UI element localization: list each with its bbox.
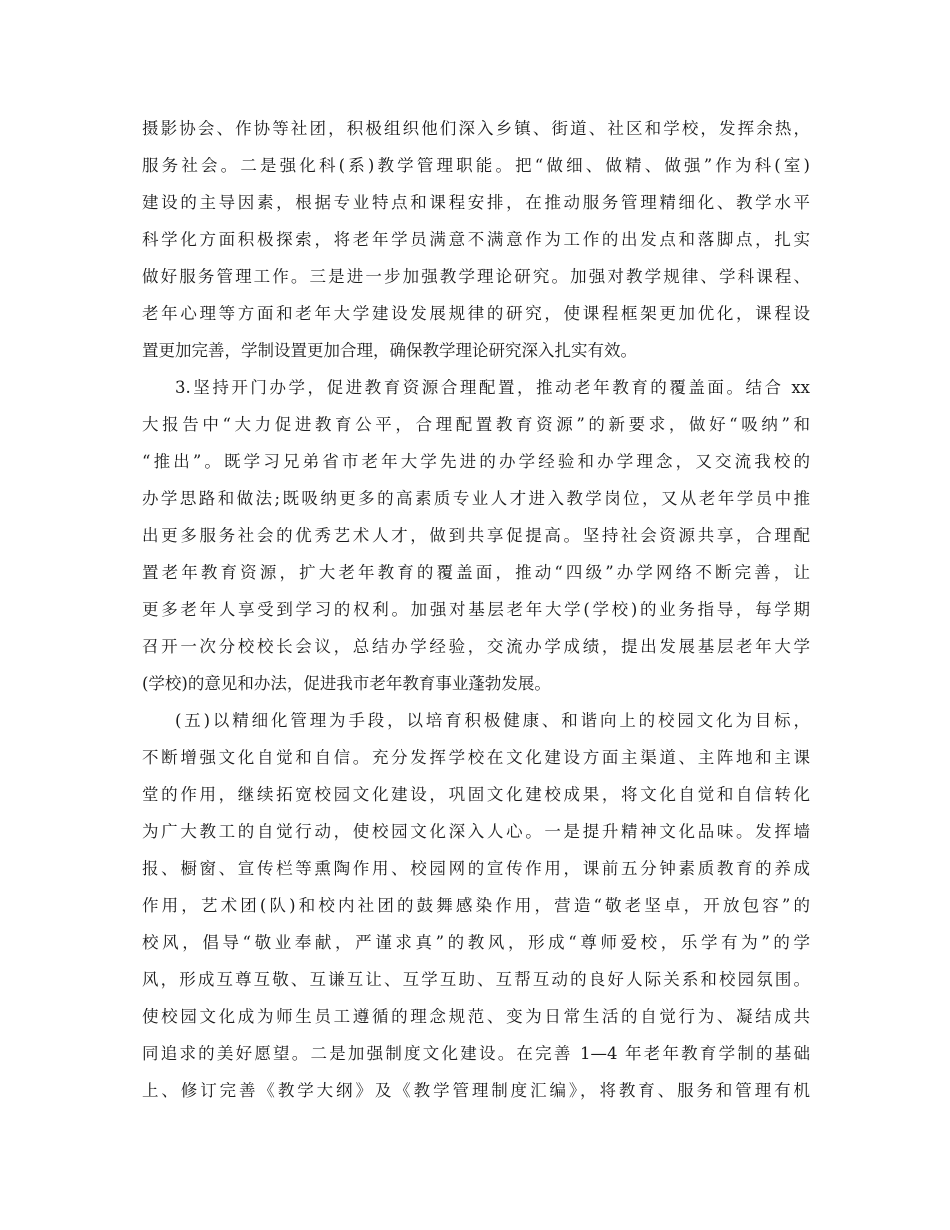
text-line: 更多老年人享受到学习的权利。加强对基层老年大学(学校)的业务指导，每学期 xyxy=(142,600,810,619)
text-line: 置老年教育资源，扩大老年教育的覆盖面，推动“四级”办学网络不断完善，让 xyxy=(142,563,810,582)
text-line: 不断增强文化自觉和自信。充分发挥学校在文化建设方面主渠道、主阵地和主课 xyxy=(142,748,810,767)
document-page xyxy=(142,110,810,1109)
text-line: 报、橱窗、宣传栏等熏陶作用、校园网的宣传作用，课前五分钟素质教育的养成 xyxy=(142,859,810,878)
text-line: 置更加完善，学制设置更加合理，确保教学理论研究深入扎实有效。 xyxy=(142,341,637,360)
text-line: 大报告中“大力促进教育公平，合理配置教育资源”的新要求，做好“吸纳”和 xyxy=(142,415,810,434)
text-line: 同追求的美好愿望。二是加强制度文化建设。在完善 1—4 年老年教育学制的基础 xyxy=(142,1044,810,1063)
text-line: 服务社会。二是强化科(系)教学管理职能。把“做细、做精、做强”作为科(室) xyxy=(142,156,810,175)
text-line: 召开一次分校校长会议，总结办学经验，交流办学成绩，提出发展基层老年大学 xyxy=(142,637,810,656)
text-line: 作用，艺术团(队)和校内社团的鼓舞感染作用，营造“敬老坚卓，开放包容”的 xyxy=(142,896,810,915)
text-line: 校风，倡导“敬业奉献，严谨求真”的教风，形成“尊师爱校，乐学有为”的学 xyxy=(142,933,810,952)
text-line: 做好服务管理工作。三是进一步加强教学理论研究。加强对教学规律、学科课程、 xyxy=(142,267,810,286)
text-line: 科学化方面积极探索，将老年学员满意不满意作为工作的出发点和落脚点，扎实 xyxy=(142,230,810,249)
text-line: (学校)的意见和办法，促进我市老年教育事业蓬勃发展。 xyxy=(142,674,551,693)
text-line: 办学思路和做法;既吸纳更多的高素质专业人才进入教学岗位，又从老年学员中推 xyxy=(142,489,810,508)
text-line: 风，形成互尊互敬、互谦互让、互学互助、互帮互动的良好人际关系和校园氛围。 xyxy=(142,970,810,989)
text-line: 老年心理等方面和老年大学建设发展规律的研究，使课程框架更加优化，课程设 xyxy=(142,304,810,323)
text-line: 摄影协会、作协等社团，积极组织他们深入乡镇、街道、社区和学校，发挥余热， xyxy=(142,119,810,138)
text-line: 使校园文化成为师生员工遵循的理念规范、变为日常生活的自觉行为、凝结成共 xyxy=(142,1007,810,1026)
text-line: 建设的主导因素，根据专业特点和课程安排，在推动服务管理精细化、教学水平 xyxy=(142,193,810,212)
text-line: “推出”。既学习兄弟省市老年大学先进的办学经验和办学理念，又交流我校的 xyxy=(142,452,810,471)
text-line: 为广大教工的自觉行动，使校园文化深入人心。一是提升精神文化品味。发挥墙 xyxy=(142,822,810,841)
text-line: 上、修订完善《教学大纲》及《教学管理制度汇编》，将教育、服务和管理有机 xyxy=(142,1081,810,1100)
text-line: 堂的作用，继续拓宽校园文化建设，巩固文化建校成果，将文化自觉和自信转化 xyxy=(142,785,810,804)
text-line: 3.坚持开门办学，促进教育资源合理配置，推动老年教育的覆盖面。结合 xx xyxy=(175,378,810,397)
text-line: 出更多服务社会的优秀艺术人才，做到共享促提高。坚持社会资源共享，合理配 xyxy=(142,526,810,545)
text-line: (五)以精细化管理为手段，以培育积极健康、和谐向上的校园文化为目标， xyxy=(175,711,810,730)
